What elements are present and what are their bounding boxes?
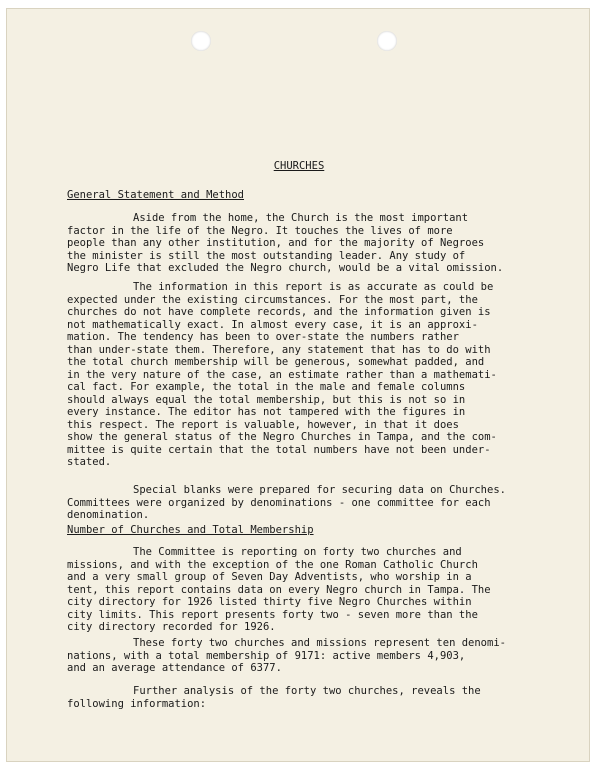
text-line: show the general status of the Negro Churches in Tampa, and the com- <box>67 431 497 443</box>
page-title: CHURCHES <box>273 160 325 172</box>
text-line: These forty two churches and missions represent ten denomi- <box>133 637 506 649</box>
paragraph-4 <box>67 546 491 634</box>
text-line: Special blanks were prepared for securing data on Churches. <box>133 484 506 496</box>
text-line: this respect. The report is valuable, however, in that it does <box>67 418 459 431</box>
section-heading-general: General Statement and Method <box>67 189 245 201</box>
text-line: should always equal the total membership, but this is not so in <box>67 393 466 406</box>
text-line: the minister is still the most outstanding leader. Any study of <box>67 249 466 262</box>
text-line: people than any other institution, and for the majority of Negroes <box>67 237 485 249</box>
text-line: not mathematically exact. In almost every case, it is an approxi- <box>67 318 478 331</box>
text-line: The Committee is reporting on forty two churches and <box>133 546 462 558</box>
text-line: every instance. The editor has not tampered with the figures in <box>67 406 466 418</box>
text-line: cal fact. For example, the total in the male and female columns <box>67 381 466 393</box>
text-line: denomination. <box>67 509 150 521</box>
text-line: tent, this report contains data on every Negro church in Tampa. The <box>67 583 491 596</box>
text-line: missions, and with the exception of the one Roman Catholic Church <box>67 558 478 571</box>
text-line: following information: <box>67 697 207 710</box>
text-line: mation. The tendency has been to over-state the numbers rather <box>67 331 459 343</box>
text-line: factor in the life of the Negro. It touches the lives of more <box>67 224 453 237</box>
paragraph-5 <box>67 637 506 675</box>
text-line: stated. <box>67 456 112 468</box>
text-line: The information in this report is as accurate as could be <box>133 281 494 293</box>
text-line: mittee is quite certain that the total numbers have not been under- <box>67 443 491 456</box>
text-line: city directory for 1926 listed thirty five Negro Churches within <box>67 596 472 608</box>
section-heading-membership: Number of Churches and Total Membership <box>67 524 314 536</box>
paragraph-6 <box>67 685 481 710</box>
text-line: churches do not have complete records, and the information given is <box>67 306 491 318</box>
text-line: Negro Life that excluded the Negro church, would be a vital omission. <box>67 262 504 274</box>
punch-hole-left <box>191 31 211 51</box>
text-line: nations, with a total membership of 9171: active members 4,903, <box>67 649 466 662</box>
text-line: and an average attendance of 6377. <box>67 662 282 674</box>
text-line: Committees were organized by denominations - one committee for each <box>67 496 491 509</box>
text-line: Further analysis of the forty two churches, reveals the <box>133 685 481 697</box>
text-line: in the very nature of the case, an estimate rather than a mathemati- <box>67 368 497 381</box>
text-line: expected under the existing circumstances. For the most part, the <box>67 293 478 306</box>
text-line: Aside from the home, the Church is the most important <box>133 212 469 224</box>
paragraph-3 <box>67 484 506 522</box>
text-line: than under-state them. Therefore, any statement that has to do with <box>67 343 491 356</box>
document-page <box>6 8 590 762</box>
text-line: and a very small group of Seven Day Adventists, who worship in a <box>67 571 472 583</box>
text-line: the total church membership will be generous, somewhat padded, and <box>67 356 485 368</box>
punch-hole-right <box>377 31 397 51</box>
paragraph-1 <box>67 212 503 275</box>
text-line: city limits. This report presents forty two - seven more than the <box>67 608 478 621</box>
paragraph-2 <box>67 281 497 469</box>
text-line: city directory recorded for 1926. <box>67 621 276 633</box>
